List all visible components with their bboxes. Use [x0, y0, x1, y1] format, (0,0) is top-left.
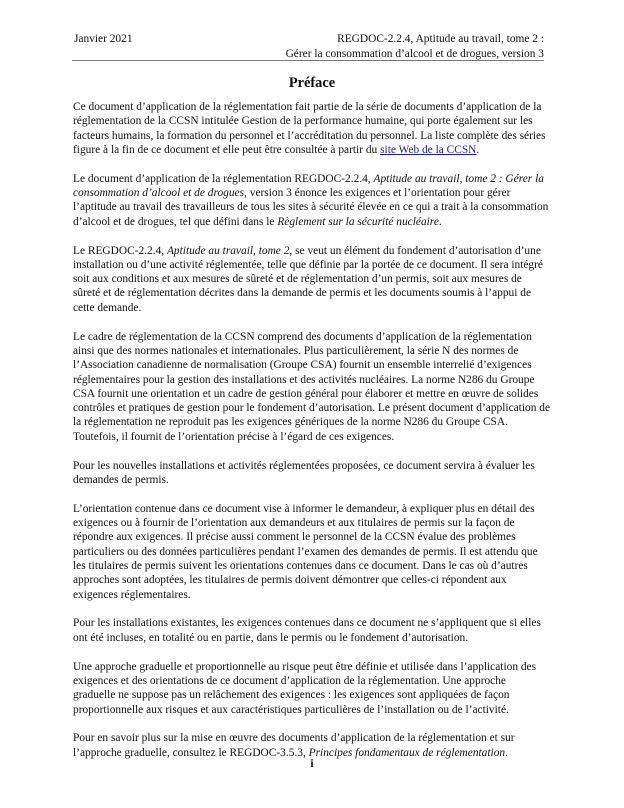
paragraph-9-italic-title: Principes fondamentaux de réglementation [308, 746, 506, 759]
header-divider [72, 60, 544, 61]
paragraph-9 [73, 731, 551, 760]
paragraph-9-text-a: Pour en savoir plus sur la mise en œuvre des documents d’application de la réglementation et sur l’approche graduelle, consultez le REGDOC-3.5.3, [73, 732, 515, 759]
header-document-title [286, 32, 544, 62]
paragraph-1-end: . [476, 143, 480, 156]
paragraph-3-text-b: , se veut un élément du fondement d’autorisation d’une installation ou d’une activité réglementée, telle que définie par la portée de ce document. Il sera intégré soit aux conditions et aux mesures de sûreté et de réglementation d’un permis, soit aux mesures de sûreté et de réglementation décrites dans la demande de permis et les documents soumis à l’appui de cette demande. [73, 244, 543, 314]
page-title: Préface [288, 75, 336, 91]
header-doc-line-2: Gérer la consommation d’alcool et de drogues, version 3 [285, 48, 544, 60]
paragraph-3-text-a: Le REGDOC-2.2.4, [73, 244, 167, 257]
paragraph-2 [73, 172, 551, 229]
ccsn-website-link[interactable]: site Web de la CCSN [380, 143, 477, 156]
paragraph-2-italic-title: Aptitude au travail, tome 2 : Gérer la consommation d’alcool et de drogues [73, 172, 544, 200]
paragraph-3 [73, 244, 551, 315]
paragraph-3-italic-title: Aptitude au travail, tome 2 [166, 244, 290, 257]
paragraph-7: Pour les installations existantes, les exigences contenues dans ce document ne s’appliquent que si elles ont été incluses, en totalité ou en partie, dans le permis ou le fondement d’autorisation. [73, 617, 541, 644]
paragraph-1 [73, 100, 551, 157]
paragraph-2-text-a: Le document d’application de la réglementation REGDOC-2.2.4, [73, 172, 374, 185]
paragraph-5: Pour les nouvelles installations et activités réglementées proposées, ce document servira à évaluer les demandes de permis. [73, 459, 535, 486]
paragraph-2-end: . [438, 215, 442, 228]
paragraph-2-text-b: , version 3 énonce les exigences et l’orientation pour gérer l’aptitude au travail des travailleurs de tous les sites à sécurité élevée en ce qui a trait à la consommation d’alcool et de drogues, tel que défini dans le [73, 187, 549, 228]
page-number: i [310, 758, 314, 770]
paragraph-2-italic-regulation: Règlement sur la sécurité nucléaire [277, 215, 439, 228]
paragraph-9-end: . [505, 746, 508, 759]
paragraph-8: Une approche graduelle et proportionnelle au risque peut être définie et utilisée dans l’application des exigences et des orientations de ce document d’application de la réglementation. Une approche graduelle ne suppose pas un relâchement des exigences : les exigences sont appliquées de façon proportionnelle aux risques et aux caractéristiques particulières de l’installation ou de l’activité. [73, 660, 537, 716]
document-body [73, 100, 551, 775]
paragraph-1-text: Ce document d’application de la réglementation fait partie de la série de documents d’application de la réglementation de la CCSN intitulée Gestion de la performance humaine, qui porte également sur les facteurs humains, la formation du personnel et l’accréditation du personnel. La liste complète des séries figure à la fin de ce document et elle peut être consultée à partir du [73, 101, 546, 156]
header-date: Janvier 2021 [74, 33, 133, 45]
header-doc-line-1: REGDOC-2.2.4, Aptitude au travail, tome 2 : [337, 33, 544, 45]
paragraph-4: Le cadre de réglementation de la CCSN comprend des documents d’application de la réglementation ainsi que des normes nationales et internationales. Plus particulièrement, la série N des normes de l’Association canadienne de normalisation (Groupe CSA) fournit un ensemble interrelié d’exigences réglementaires pour la gestion des installations et des activités nucléaires. La norme N286 du Groupe CSA fournit une orientation et un cadre de gestion général pour élaborer et mettre en œuvre de solides contrôles et pratiques de gestion pour le fondement d’autorisation. Le présent document d’application de la réglementation ne reproduit pas les exigences génériques de la norme N286 du Groupe CSA. Toutefois, il fournit de l’orientation précise à l’égard de ces exigences. [73, 330, 550, 443]
paragraph-6: L’orientation contenue dans ce document vise à informer le demandeur, à expliquer plus en détail des exigences ou à fournir de l’orientation aux demandeurs et aux titulaires de permis sur la façon de répondre aux exigences. Il précise aussi comment le personnel de la CCSN évalue des problèmes particuliers ou des données particulières pendant l’examen des demandes de permis. Il est attendu que les titulaires de permis suivent les orientations contenues dans ce document. Dans le cas où d’autres approches sont adoptées, les titulaires de permis doivent démontrer que celles-ci répondent aux exigences réglementaires. [73, 502, 538, 601]
